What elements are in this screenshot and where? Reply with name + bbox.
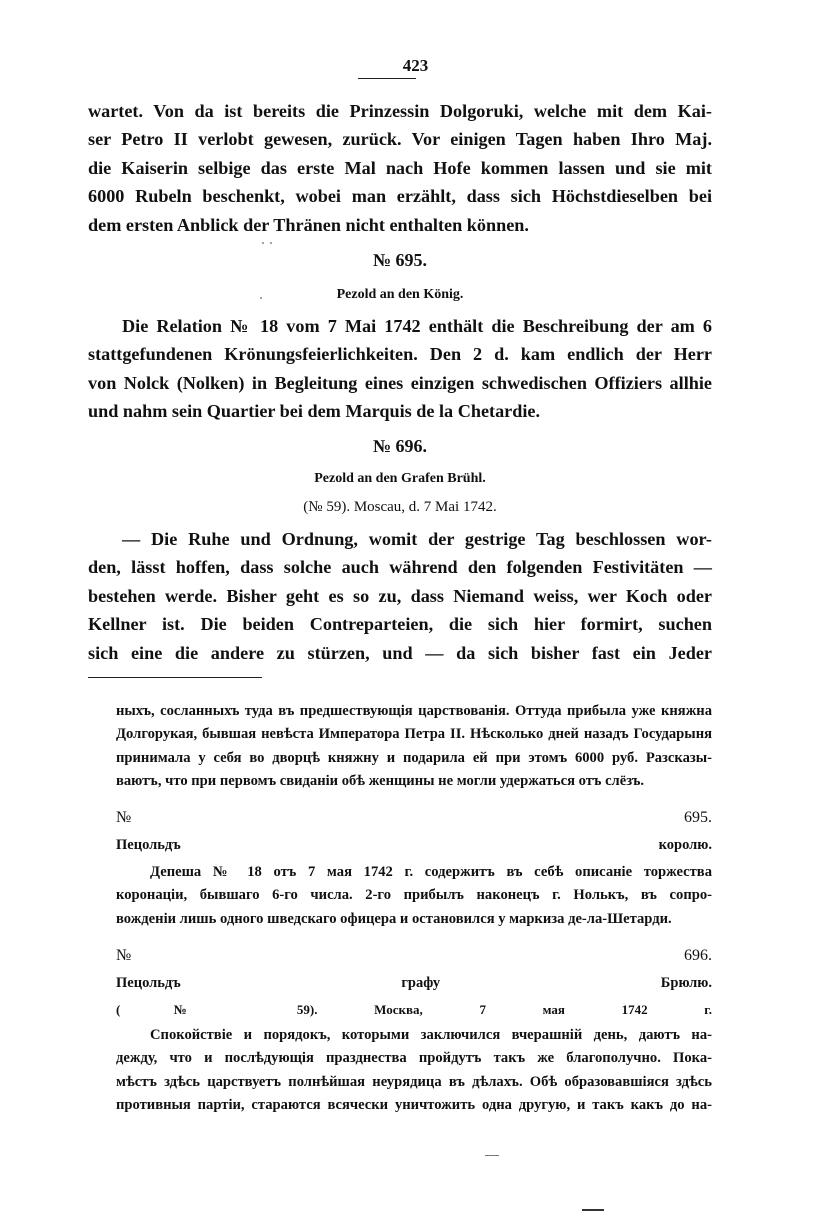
- text-line: den, lässt hoffen, dass solche auch während den folgenden Festivitäten —: [88, 557, 712, 578]
- doc-695-number-ru: № 695.: [116, 809, 712, 826]
- text-line: ныхъ, сосланныхъ туда въ предшествующія царствованія. Оттуда прибыла уже княжна: [116, 703, 712, 719]
- text-line: Die Relation № 18 vom 7 Mai 1742 enthält die Beschreibung der am 6: [122, 316, 712, 336]
- page-number: 423: [402, 56, 429, 75]
- doc-696-dateline-ru: (№ 59). Москва, 7 мая 1742 г.: [116, 1002, 712, 1017]
- doc-695-number-de: № 695.: [372, 250, 428, 270]
- doc-696-heading-ru: Пецольдъ графу Брюлю.: [116, 975, 712, 991]
- text-line: stattgefundenen Krönungsfeierlichkeiten. Den 2 d. kam endlich der Herr: [88, 344, 712, 365]
- scan-mark: [485, 1155, 499, 1156]
- text-line: Спокойствіе и порядокъ, которыми заключился вчерашній день, даютъ на-: [150, 1027, 712, 1043]
- text-line: ser Petro II verlobt gewesen, zurück. Vor einigen Tagen haben Ihro Maj.: [88, 129, 712, 150]
- text-line: противныя партіи, стараются всячески уничтожить одна другую, и такъ какъ до на-: [116, 1096, 712, 1113]
- scan-speck: [260, 297, 262, 299]
- page-number-rule: [358, 78, 416, 79]
- text-line: und nahm sein Quartier bei dem Marquis de la Chetardie.: [88, 401, 541, 422]
- scan-speck: [262, 242, 264, 244]
- doc-696-dateline-de: (№ 59). Moscau, d. 7 Mai 1742.: [303, 499, 497, 515]
- text-line: мѣстъ здѣсь царствуетъ полнѣйшая неурядица въ дѣлахъ. Обѣ образовавшіяся здѣсь: [116, 1073, 712, 1090]
- text-line: Депеша № 18 отъ 7 мая 1742 г. содержитъ въ себѣ описаніе торжества: [150, 864, 712, 880]
- doc-696-number-ru: № 696.: [116, 947, 712, 964]
- text-line: коронаціи, бывшаго 6-го числа. 2-го прибылъ наконецъ г. Нолькъ, въ сопро-: [116, 887, 712, 904]
- text-line: вожденіи лишь одного шведскаго офицера и остановился у маркиза де-ла-Шетарди.: [116, 910, 672, 927]
- russian-intro-paragraph: [116, 700, 712, 793]
- scan-speck: [270, 242, 272, 244]
- doc-696-heading-de: Pezold an den Grafen Brühl.: [314, 471, 486, 486]
- doc-696-body-ru: [116, 1024, 712, 1117]
- doc-695-heading-de: Pezold an den König.: [336, 287, 464, 302]
- text-line: sich eine die andere zu stürzen, und — da sich bisher fast ein Jeder: [88, 642, 712, 663]
- doc-696-number-de: № 696.: [372, 436, 428, 456]
- text-line: die Kaiserin selbige das erste Mal nach Hofe kommen lassen und sie mit: [88, 157, 712, 178]
- text-line: — Die Ruhe und Ordnung, womit der gestrige Tag beschlossen wor-: [122, 529, 712, 549]
- footnote-separator: [88, 677, 262, 678]
- text-line: Долгорукая, бывшая невѣста Императора Петра II. Нѣсколько дней назадъ Государыня: [116, 726, 712, 743]
- doc-696-body-de: [88, 525, 712, 667]
- text-line: wartet. Von da ist bereits die Prinzessin Dolgoruki, welche mit dem Kai-: [88, 101, 712, 121]
- text-line: дежду, что и послѣдующія празднества пройдутъ такъ же благополучно. Пока-: [116, 1050, 712, 1067]
- german-intro-paragraph: [88, 97, 712, 239]
- text-line: dem ersten Anblick der Thränen nicht enthalten können.: [88, 214, 529, 235]
- doc-695-body-ru: [116, 861, 712, 931]
- doc-695-body-de: [88, 312, 712, 426]
- text-line: von Nolck (Nolken) in Begleitung eines einzigen schwedischen Offiziers allhie: [88, 372, 712, 393]
- doc-695-heading-ru: Пецольдъ королю.: [116, 837, 712, 853]
- text-line: Kellner ist. Die beiden Contreparteien, die sich hier formirt, suchen: [88, 614, 712, 635]
- scan-mark: [582, 1209, 604, 1211]
- text-line: принимала у себя во дворцѣ княжну и подарила ей при этомъ 6000 руб. Разсказы-: [116, 749, 712, 766]
- text-line: ваютъ, что при первомъ свиданіи обѣ женщины не могли удержаться отъ слёзъ.: [116, 772, 644, 789]
- text-line: 6000 Rubeln beschenkt, wobei man erzählt, dass sich Höchstdieselben bei: [88, 186, 712, 207]
- text-line: bestehen werde. Bisher geht es so zu, dass Niemand weiss, wer Koch oder: [88, 585, 712, 606]
